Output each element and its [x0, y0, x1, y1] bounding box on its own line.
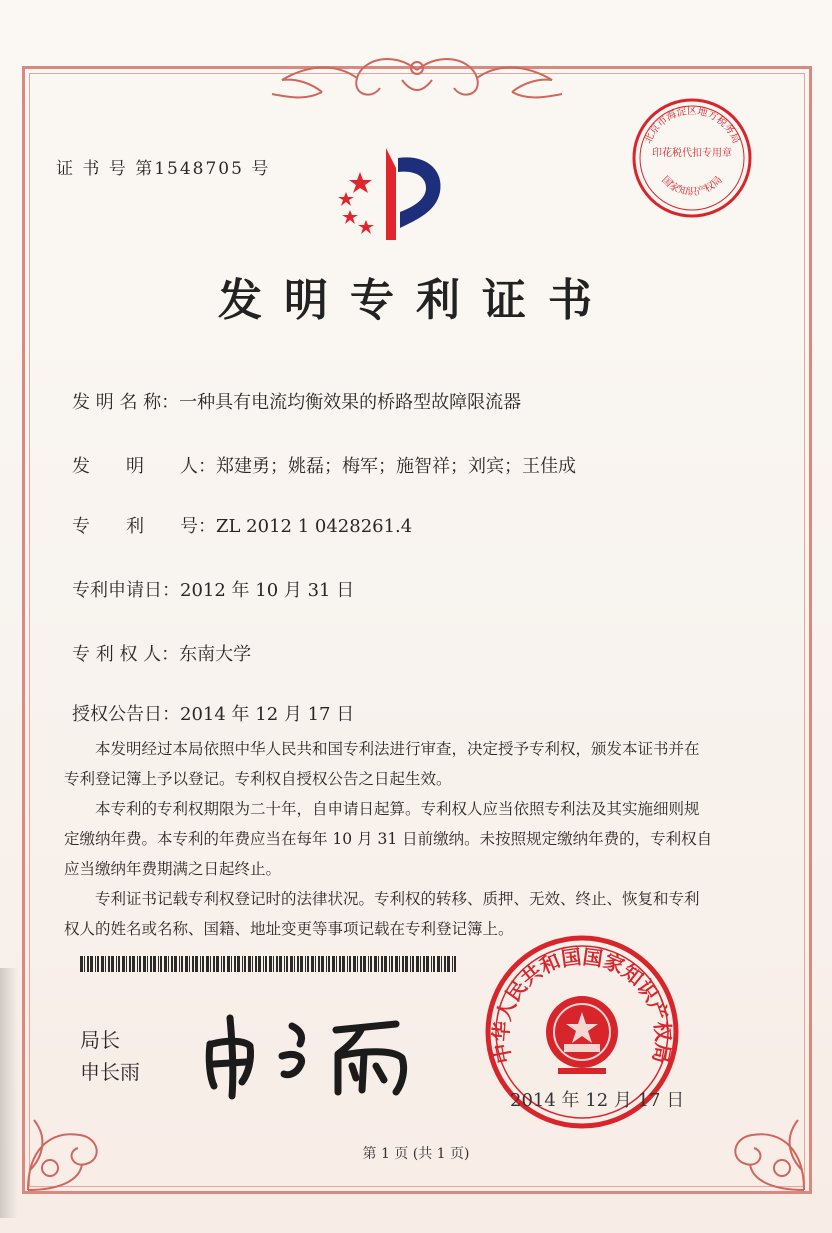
barcode-icon	[80, 956, 458, 972]
field-value: 东南大学	[179, 644, 252, 665]
field-value: 郑建勇；姚磊；梅军；施智祥；刘宾；王佳成	[216, 456, 576, 477]
tax-stamp-seal	[628, 94, 756, 222]
tax-seal-inner-text: 印花税代扣专用章	[652, 148, 732, 159]
field-patentee	[72, 640, 251, 666]
tax-seal-bottom-text: 国家知识产权局	[659, 174, 725, 199]
field-label: 专利申请日：	[72, 580, 180, 601]
issue-date: 2014 年 12 月 17 日	[510, 1090, 685, 1111]
svg-text:国家知识产权局	[659, 174, 724, 198]
body-paragraph: 专利证书记载专利权登记时的法律状况。专利权的转移、质押、无效、终止、恢复和专利权人的姓名或名称、国籍、地址变更等事项记载在专利登记簿上。	[64, 890, 700, 938]
director-name: 申长雨	[80, 1060, 140, 1084]
field-value: ZL 2012 1 0428261.4	[216, 516, 413, 537]
body-paragraph: 本专利的专利权期限为二十年，自申请日起算。专利权人应当依照专利法及其实施细则规定缴纳年费。本专利的年费应当在每年 10 月 31 日前缴纳。未按照规定缴纳年费的，专利权自应当缴纳年费期满之日起终止。	[64, 800, 713, 878]
field-label: 发 明 人：	[72, 456, 216, 477]
field-value: 2012 年 10 月 31 日	[180, 580, 355, 601]
field-label: 发 明 名 称：	[72, 392, 180, 413]
certificate-title: 发明专利证书	[218, 275, 614, 326]
director-title: 局长	[80, 1028, 120, 1052]
field-label: 授权公告日：	[72, 704, 180, 725]
field-application-date	[72, 576, 354, 602]
field-label: 专 利 权 人：	[72, 644, 180, 665]
certificate-number: 证 书 号 第1548705 号	[56, 159, 271, 179]
page-number: 第 1 页 (共 1 页)	[362, 1146, 470, 1162]
patent-office-emblem-icon	[326, 140, 456, 250]
scan-edge-shadow	[0, 968, 18, 1218]
certificate-body	[64, 734, 714, 944]
field-invention-name	[72, 388, 521, 414]
field-inventors	[72, 452, 576, 478]
tax-seal-outer-text: 北京市海淀区地方税务局	[642, 106, 742, 146]
field-grant-date	[72, 700, 354, 726]
body-paragraph: 本发明经过本局依照中华人民共和国专利法进行审查，决定授予专利权，颁发本证书并在专利登记簿上予以登记。专利权自授权公告之日起生效。	[64, 740, 700, 788]
top-ornament	[262, 50, 572, 110]
bottom-left-ornament	[20, 1080, 140, 1200]
field-value: 一种具有电流均衡效果的桥路型故障限流器	[179, 392, 522, 413]
field-patent-number	[72, 512, 412, 538]
bottom-right-ornament	[692, 1080, 812, 1200]
seal-ring-text: 中华人民共和国国家知识产权局	[488, 944, 676, 1066]
field-label: 专 利 号：	[72, 516, 216, 537]
field-value: 2014 年 12 月 17 日	[180, 704, 355, 725]
handwritten-signature	[196, 1000, 426, 1100]
